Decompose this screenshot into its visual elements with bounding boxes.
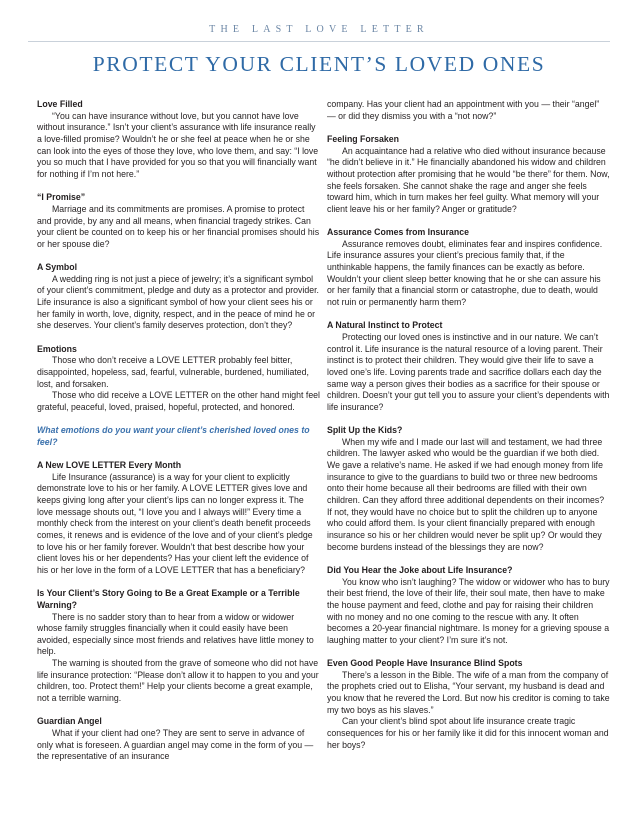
section-love-filled: [37, 99, 320, 181]
page-title: PROTECT YOUR CLIENT’S LOVED ONES: [92, 52, 546, 76]
paragraph: Assurance removes doubt, eliminates fear and inspires confidence. Life insurance assures your client’s precious family that, if the unthinkable happens, the family finances can be exactly as before. Wouldn’t your client sleep better knowing that he or she can assure his or her family that a financial storm or catastrophe, due to death, would not ruin or permanently harm them?: [327, 238, 603, 308]
section-great-example: [37, 588, 320, 705]
section-heading: Love Filled: [37, 99, 83, 109]
paragraph: Those who did receive a LOVE LETTER on the other hand might feel grateful, peaceful, loved, praised, hopeful, protected, and honored.: [37, 390, 320, 412]
section-heading: A New LOVE LETTER Every Month: [37, 460, 182, 471]
paragraph: The warning is shouted from the grave of someone who did not have life insurance protection: “Please don’t allow it to happen to you and your children, too. Protect them!” Help your clients become a great example, not a terrible warning.: [37, 658, 319, 704]
paragraph: When my wife and I made our last will and testament, we had three children. The lawyer asked who would be the guardian if we both died. We gave a relative’s name. He asked if we had enough money from life insurance to give to the guardians to build two or three new bedrooms onto their home because all their bedrooms are filled with their own children. Can they afford three additional dependents on their incomes? If not, they would have no choice but to split the children up to anyone who could afford them. Is your client financially prepared with enough insurance so his or her children would never be split up? Or would they become burdens instead of the blessings they are now?: [327, 436, 605, 552]
section-natural-instinct: [327, 320, 610, 413]
section-heading: A Symbol: [37, 262, 78, 273]
section-heading: Is Your Client’s Story Going to Be a Great Example or a Terrible Warning?: [37, 588, 300, 610]
section-a-symbol: [37, 262, 320, 332]
section-heading: “I Promise”: [37, 192, 86, 203]
section-feeling-forsaken: [327, 134, 610, 216]
section-guardian-angel: [37, 716, 320, 763]
section-heading: Emotions: [37, 343, 77, 354]
highlight-question: What emotions do you want your client’s cherished loved ones to feel?: [37, 425, 310, 447]
section-continued: [327, 99, 610, 122]
section-heading: A Natural Instinct to Protect: [327, 320, 443, 331]
paragraph: Marriage and its commitments are promises. A promise to protect and provide, by any and all means, when financial tragedy strikes. Can your client be counted on to keep his or her financial promises should his or her spouse die?: [37, 203, 320, 249]
paragraph: A wedding ring is not just a piece of jewelry; it’s a significant symbol of your client’s commitment, pledge and duty as a protector and provider. Life insurance is also a significant symbol of how your client sees his or her family in worth, love, dignity, respect, and in the peace of mind he or she deserves. Your client’s family deserves protection, don’t they?: [37, 273, 319, 331]
paragraph: There is no sadder story than to hear from a widow or widower whose family struggles financially when it could easily have been avoided, especially since most friends and relatives have little money to help.: [37, 611, 314, 657]
paragraph: company. Has your client had an appointment with you — their “angel” — or did they dismiss you with a “not now?”: [327, 99, 600, 121]
paragraph: Life Insurance (assurance) is a way for your client to explicitly demonstrate love to his or her family. A LOVE LETTER gives love and keeps giving long after your client’s lips can no longer express it. The love message shouts out, “I love you and I always will!” Every time a monthly check from the interest on your client’s death benefit proceeds comes, it renews and is evidence of the love and of your client’s pledge to love his or her family forever. Wouldn’t that best describe how your client loves his or her dependents? Has your client left the evidence of his or her love in the form of a LOVE LETTER that has a beneficiary?: [37, 471, 313, 575]
paragraph: An acquaintance had a relative who died without insurance because “he didn’t believe in it.” He financially abandoned his widow and children without protection after promising that he would “be there” for them. Now, she feels forsaken. She cannot shake the rage and anger she feels toward him, which in turn makes her feel guilty. What memory will your client leave his or her family? Anger or gratitude?: [327, 145, 610, 214]
section-joke: [327, 565, 610, 647]
section-i-promise: [37, 192, 320, 250]
section-heading: Feeling Forsaken: [327, 133, 399, 144]
section-heading: Even Good People Have Insurance Blind Spots: [327, 658, 523, 669]
section-blind-spots: [327, 658, 610, 751]
paragraph: “You can have insurance without love, but you cannot have love without insurance.” Isn’t your client’s assurance with life insurance really a love-filled promise? Wouldn’t he or she feel at peace when he or she can look into the eyes of those they love, who love them, and say: “I love you so much that I have provided for you so that you will financially want for nothing if I’m not here.”: [37, 110, 319, 179]
section-heading: Did You Hear the Joke about Life Insurance?: [327, 564, 513, 575]
right-column: [327, 99, 610, 763]
paragraph: Can your client’s blind spot about life insurance create tragic consequences for his or her family like it did for this innocent woman and her boys?: [327, 716, 609, 750]
paragraph: There’s a lesson in the Bible. The wife of a man from the company of the prophets cried out to Elisha, “Your servant, my husband is dead and you know that he revered the Lord. But now his creditor is coming to take my two boys as his slaves.”: [327, 669, 610, 715]
section-heading: Split Up the Kids?: [327, 425, 403, 436]
section-heading: Assurance Comes from Insurance: [327, 227, 469, 238]
header-rule: [28, 41, 610, 42]
section-split-kids: [327, 425, 610, 553]
paragraph: Protecting our loved ones is instinctive and in our nature. We can’t control it. Life insurance is the natural resource of a loving parent. Their instinct is to protect their children. They would give their life to save a loved one’s life. Loving parents trade and sacrifice dollars each day the same way a person gives their bodies as a sacrifice for their spouse or children. Doesn’t your gut tell you to assure your client’s dependents with life insurance?: [327, 331, 610, 412]
running-head: THE LAST LOVE LETTER: [209, 24, 429, 35]
left-column: [37, 99, 320, 775]
section-love-letter-monthly: [37, 460, 320, 577]
paragraph: You know who isn’t laughing? The widow or widower who has to bury their best friend, the love of their life, their soul mate, then have to make the house payment and feed, clothe and pay for raising their children with no money and no one coming to the rescue with any. It often becomes a 20-year financial nightmare. Is money for a grieving spouse a laughing matter to your client? I’m sure it’s not.: [327, 576, 610, 645]
section-assurance: [327, 227, 610, 309]
section-emotions: [37, 344, 320, 414]
section-heading: Guardian Angel: [37, 716, 102, 727]
section-question: [37, 425, 320, 448]
paragraph: What if your client had one? They are sent to serve in advance of only what is foreseen. A guardian angel may come in the form of you — the representative of an insurance: [37, 728, 314, 762]
paragraph: Those who don’t receive a LOVE LETTER probably feel bitter, disappointed, hopeless, sad, fearful, vulnerable, burdened, humiliated, lost, and forsaken.: [37, 355, 309, 389]
